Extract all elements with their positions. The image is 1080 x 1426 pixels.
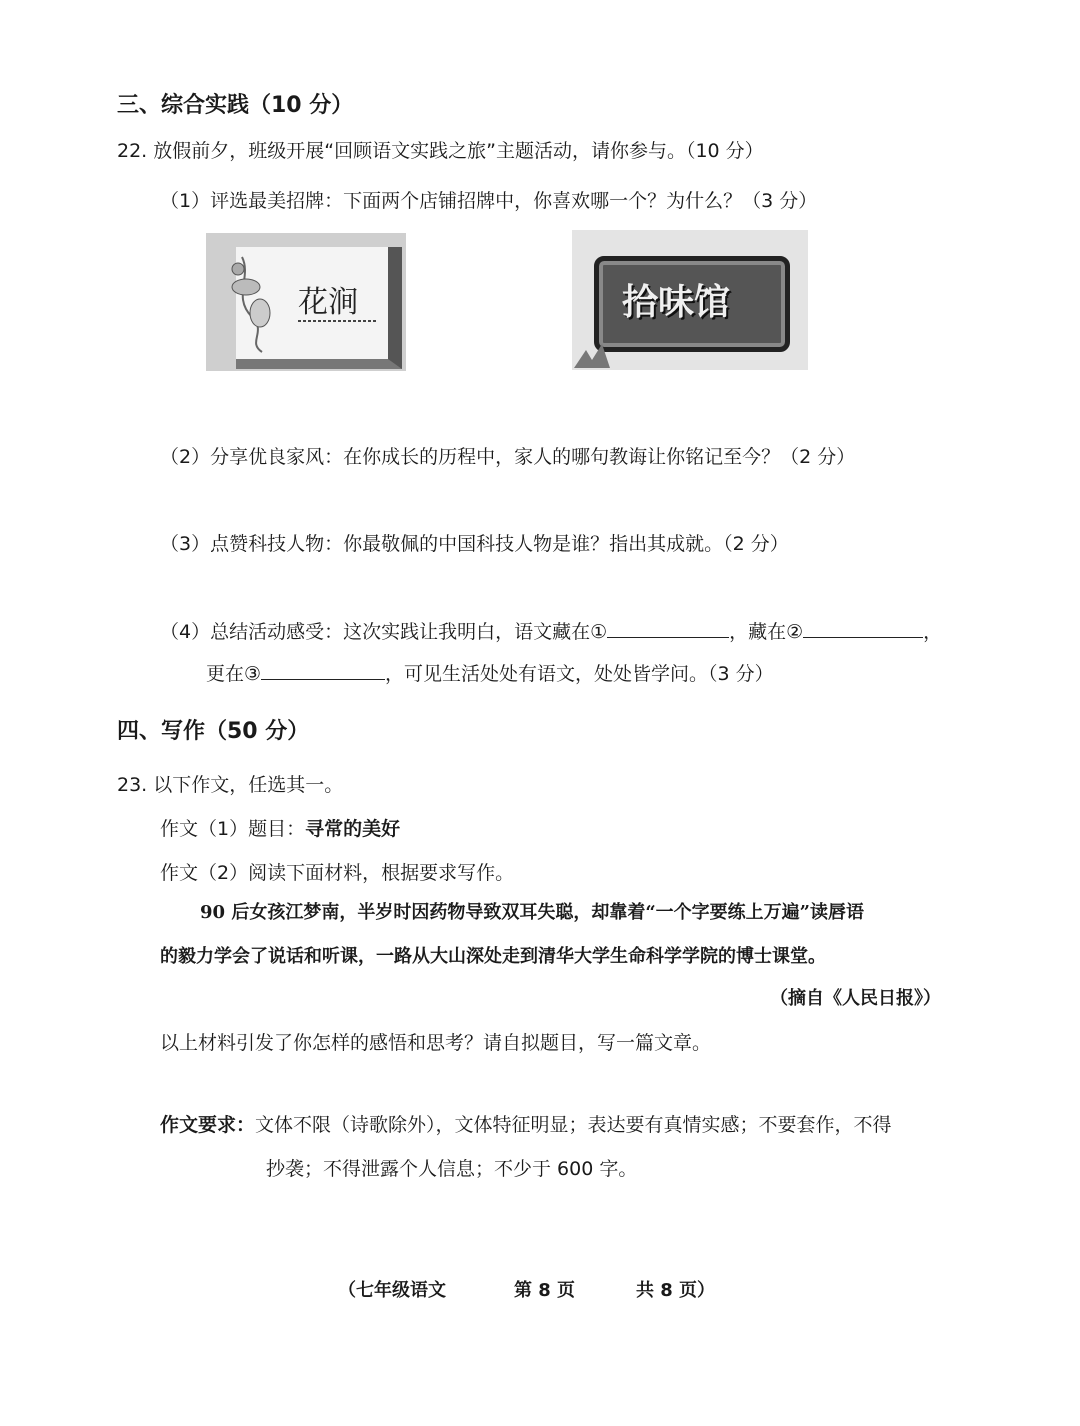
- essay-1-prefix: 作文（1）题目：: [160, 818, 306, 840]
- essay-option-1: [160, 814, 400, 841]
- answer-blank-2[interactable]: [803, 619, 923, 638]
- question-22-part-4-line-1: [160, 617, 942, 644]
- essay-option-2: 作文（2）阅读下面材料，根据要求写作。: [160, 862, 515, 884]
- question-22-part-2: （2）分享优良家风：在你成长的历程中，家人的哪句教诲让你铭记至今？（2 分）: [160, 446, 856, 468]
- sign-2-text: 拾味馆: [622, 282, 731, 323]
- answer-blank-3[interactable]: [261, 661, 385, 680]
- sign-image-huajian: [206, 233, 406, 371]
- requirements-text-1: 文体不限（诗歌除外），文体特征明显；表达要有真情实感；不要套作，不得: [255, 1114, 892, 1136]
- part-4-text-d: 更在③: [206, 663, 262, 685]
- question-22-stem: 22. 放假前夕，班级开展“回顾语文实践之旅”主题活动，请你参与。（10 分）: [117, 140, 764, 162]
- requirements-label: 作文要求：: [160, 1114, 256, 1136]
- question-22-part-4-line-2: [206, 659, 774, 686]
- essay-requirements-line-1: [160, 1110, 892, 1137]
- question-22-part-3: （3）点赞科技人物：你最敬佩的中国科技人物是谁？指出其成就。（2 分）: [160, 533, 789, 555]
- question-22-part-1: （1）评选最美招牌：下面两个店铺招牌中，你喜欢哪一个？为什么？（3 分）: [160, 190, 818, 212]
- sign-image-shiweiguan: [572, 230, 808, 370]
- answer-blank-1[interactable]: [607, 619, 729, 638]
- material-line-1: 90 后女孩江梦南，半岁时因药物导致双耳失聪，却靠着“一个字要练上万遍”读唇语: [200, 902, 865, 923]
- footer-page-number: 第 8 页: [514, 1280, 576, 1301]
- part-4-text-e: ，可见生活处处有语文，处处皆学问。（3 分）: [385, 663, 774, 685]
- part-4-text-c: ，: [923, 621, 943, 643]
- material-line-2: 的毅力学会了说话和听课，一路从大山深处走到清华大学生命科学学院的博士课堂。: [160, 946, 826, 967]
- decoration-icon: [572, 330, 612, 370]
- material-source: （摘自《人民日报》）: [770, 988, 941, 1009]
- part-4-text-b: ，藏在②: [729, 621, 804, 643]
- part-4-text-a: （4）总结活动感受：这次实践让我明白，语文藏在①: [160, 621, 608, 643]
- sign-1-text: 花涧: [298, 285, 358, 320]
- footer-total-pages: 共 8 页）: [636, 1280, 716, 1301]
- essay-requirements-line-2: 抄袭；不得泄露个人信息；不少于 600 字。: [266, 1158, 638, 1180]
- flower-icon: [212, 247, 292, 357]
- section-3-title: 三、综合实践（10 分）: [117, 93, 354, 118]
- question-23-stem: 23. 以下作文，任选其一。: [117, 774, 344, 796]
- essay-prompt: 以上材料引发了你怎样的感悟和思考？请自拟题目，写一篇文章。: [160, 1032, 712, 1054]
- essay-1-title: 寻常的美好: [305, 818, 401, 840]
- sign-1-subtext-decoration: [298, 317, 378, 325]
- footer-subject: （七年级语文: [338, 1280, 446, 1301]
- section-4-title: 四、写作（50 分）: [117, 719, 310, 744]
